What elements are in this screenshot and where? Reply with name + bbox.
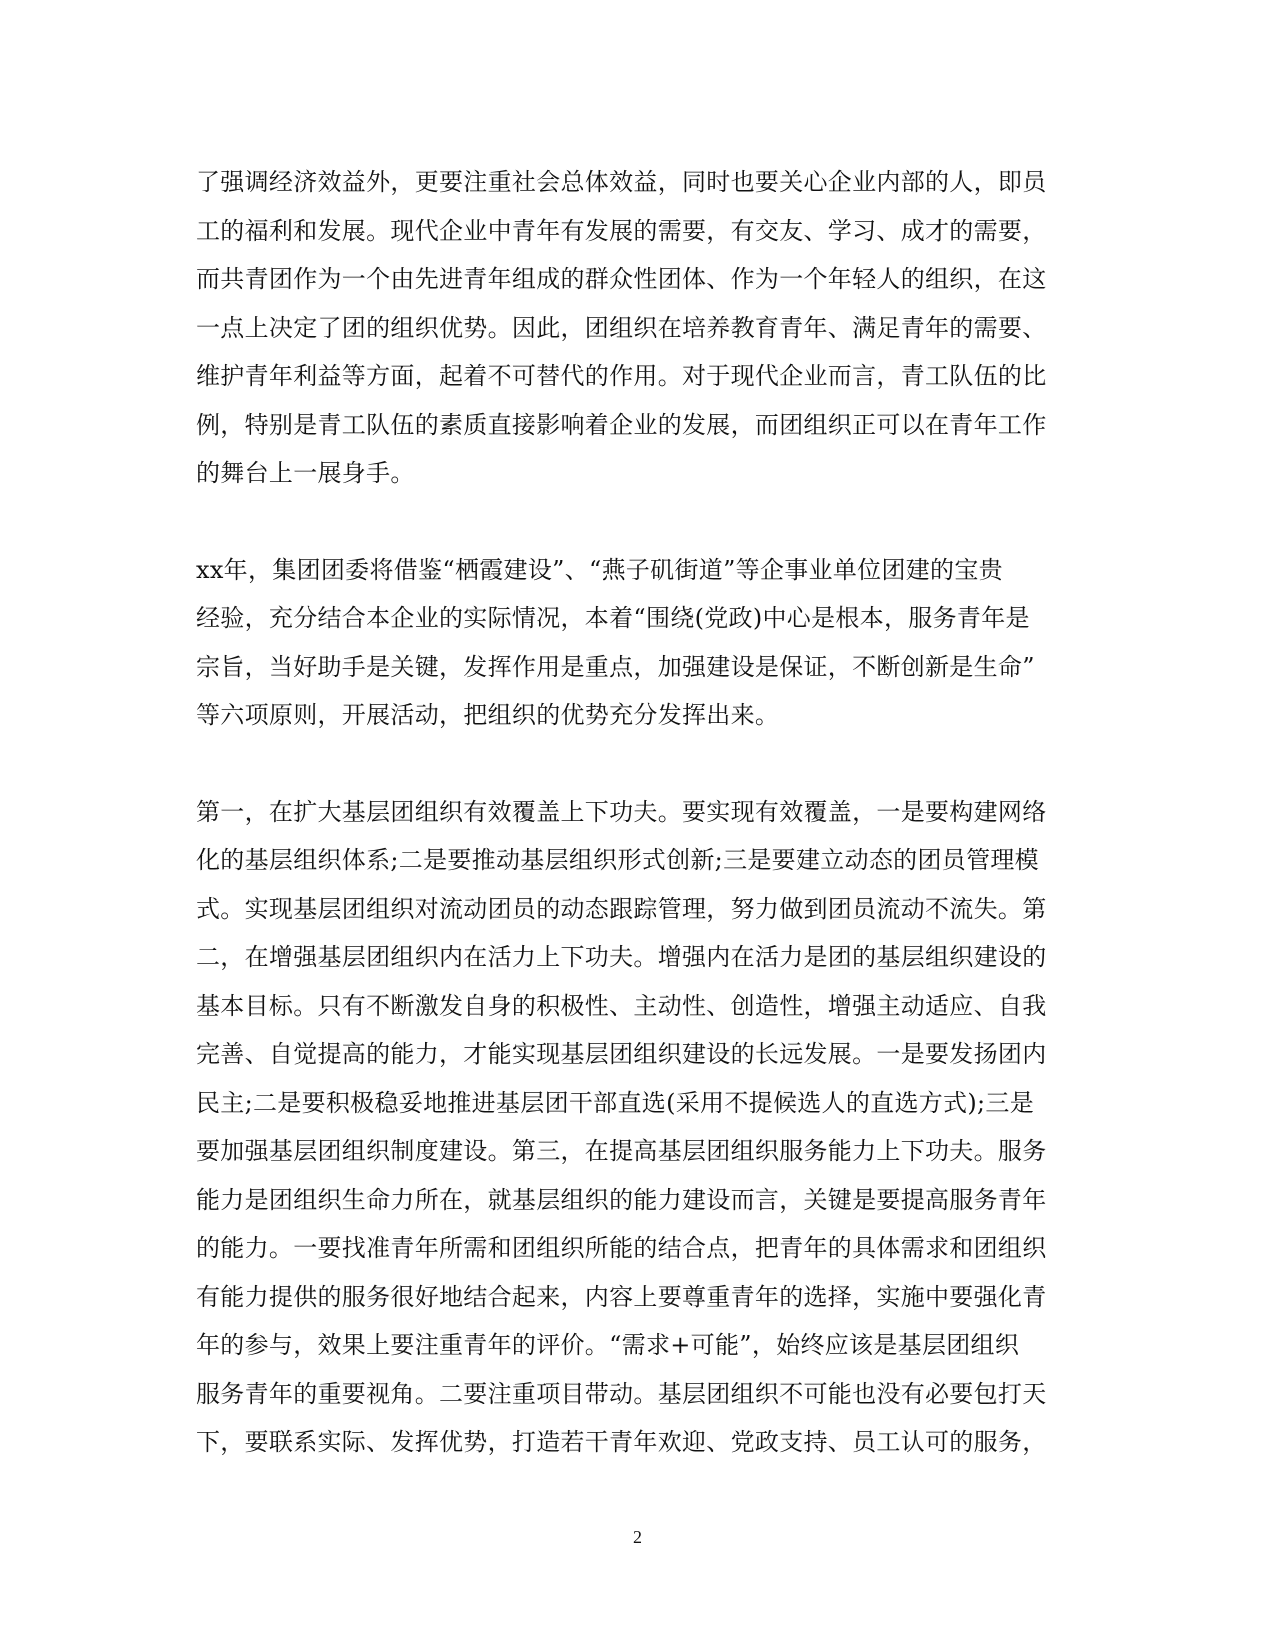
- text-line: 基本目标。只有不断激发自身的积极性、主动性、创造性，增强主动适应、自我: [196, 991, 1047, 1020]
- text-line: 二，在增强基层团组织内在活力上下功夫。增强内在活力是团的基层组织建设的: [196, 943, 1047, 971]
- text-line: xx年，集团团委将借鉴“栖霞建设”、“燕子矶街道”等企事业单位团建的宝贵: [196, 555, 1003, 584]
- text-line: 工的福利和发展。现代企业中青年有发展的需要，有交友、学习、成才的需要，: [196, 216, 1047, 245]
- text-line: 等六项原则，开展活动，把组织的优势充分发挥出来。: [196, 701, 780, 729]
- text-line: 经验，充分结合本企业的实际情况，本着“围绕(党政)中心是根本，服务青年是: [196, 604, 1030, 632]
- text-line: 的能力。一要找准青年所需和团组织所能的结合点，把青年的具体需求和团组织: [196, 1234, 1047, 1262]
- text-line: 有能力提供的服务很好地结合起来，内容上要尊重青年的选择，实施中要强化青: [196, 1282, 1047, 1311]
- text-line: 式。实现基层团组织对流动团员的动态跟踪管理，努力做到团员流动不流失。第: [196, 894, 1047, 923]
- page-number: 2: [633, 1527, 642, 1547]
- text-line: 而共青团作为一个由先进青年组成的群众性团体、作为一个年轻人的组织，在这: [196, 265, 1047, 293]
- text-line: 的舞台上一展身手。: [196, 459, 415, 487]
- text-line: 能力是团组织生命力所在，就基层组织的能力建设而言，关键是要提高服务青年: [196, 1185, 1047, 1214]
- text-line: 一点上决定了团的组织优势。因此，团组织在培养教育青年、满足青年的需要、: [196, 313, 1047, 342]
- text-line: 要加强基层团组织制度建设。第三，在提高基层团组织服务能力上下功夫。服务: [196, 1137, 1047, 1165]
- paragraph-2: [196, 546, 1044, 740]
- text-line: 了强调经济效益外，更要注重社会总体效益，同时也要关心企业内部的人，即员: [196, 168, 1047, 196]
- text-line: 完善、自觉提高的能力，才能实现基层团组织建设的长远发展。一是要发扬团内: [196, 1040, 1047, 1068]
- body-text: [196, 158, 1047, 1515]
- text-line: 服务青年的重要视角。二要注重项目带动。基层团组织不可能也没有必要包打天: [196, 1379, 1047, 1408]
- text-line: 例，特别是青工队伍的素质直接影响着企业的发展，而团组织正可以在青年工作: [196, 410, 1047, 439]
- paragraph-1: [196, 158, 1047, 498]
- text-line: 民主;二是要积极稳妥地推进基层团干部直选(采用不提候选人的直选方式);三是: [196, 1088, 1034, 1117]
- text-line: 化的基层组织体系;二是要推动基层组织形式创新;三是要建立动态的团员管理模: [196, 846, 1039, 874]
- text-line: 维护青年利益等方面，起着不可替代的作用。对于现代企业而言，青工队伍的比: [196, 362, 1047, 390]
- text-line: 下，要联系实际、发挥优势，打造若干青年欢迎、党政支持、员工认可的服务，: [196, 1428, 1047, 1456]
- text-line: 第一，在扩大基层团组织有效覆盖上下功夫。要实现有效覆盖，一是要构建网络: [196, 797, 1047, 826]
- paragraph-3: [196, 788, 1047, 1467]
- text-line: 宗旨，当好助手是关键，发挥作用是重点，加强建设是保证，不断创新是生命”: [196, 652, 1035, 681]
- text-line: 年的参与，效果上要注重青年的评价。“需求+可能”，始终应该是基层团组织: [196, 1331, 1020, 1359]
